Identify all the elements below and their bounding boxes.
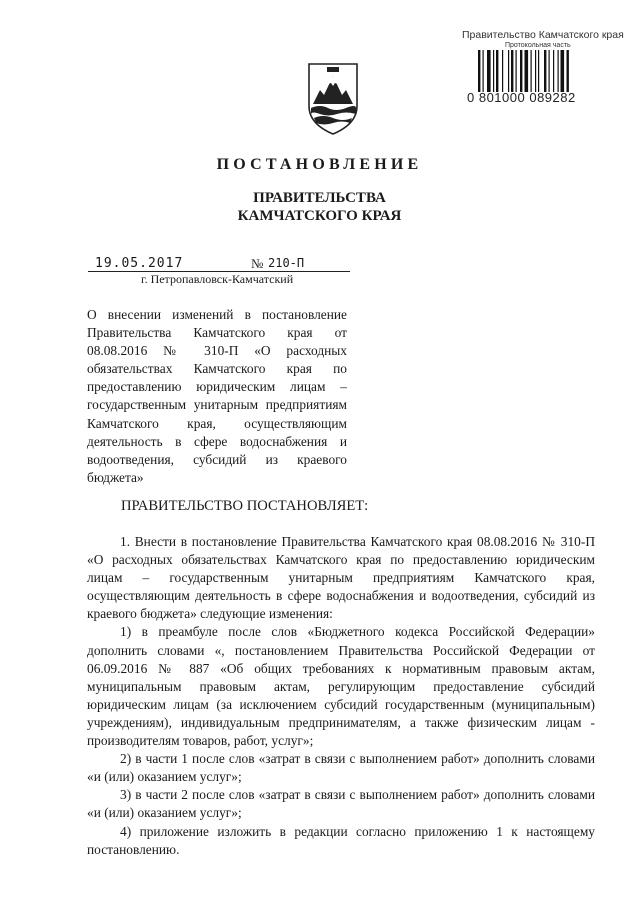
stamp-part: Протокольная часть bbox=[505, 42, 571, 49]
paragraph: 4) приложение изложить в редакции согласно приложению 1 к настоящему постановлению. bbox=[87, 823, 595, 857]
coat-of-arms-icon bbox=[306, 62, 360, 136]
paragraph: 1. Внести в постановление Правительства Камчатского края 08.08.2016 № 310-П «О расходных обязательствах Камчатского края по предоставлению юридическим лицам – государственным унитарным предприятиям Камчатского края, осуществляющим деятельность в сфере водоснабжения и водоотведения, субсидий из краевого бюджета» следующие изменения: bbox=[87, 534, 595, 622]
paragraph: 2) в части 1 после слов «затрат в связи с выполнением работ» дополнить словами «и (или) оказанием услуг»; bbox=[87, 751, 595, 785]
document-subject: О внесении изменений в постановление Правительства Камчатского края от 08.08.2016 № 310-П «О расходных обязательствах Камчатского края по предоставлению юридическим лицам – государственным унитарным предприятиям Камчатского края, осуществляющим деятельность в сфере водоснабжения и водоотведения, субсидий из краевого бюджета» bbox=[87, 307, 347, 485]
resolution-heading: ПРАВИТЕЛЬСТВО ПОСТАНОВЛЯЕТ: bbox=[121, 498, 369, 514]
document-date: 19.05.2017 bbox=[95, 256, 184, 271]
stamp-organization: Правительство Камчатского края bbox=[462, 29, 624, 41]
barcode bbox=[478, 50, 598, 92]
authority-line-1: ПРАВИТЕЛЬСТВА bbox=[253, 190, 386, 206]
document-number: 210-П bbox=[268, 256, 305, 270]
document-number-label: № bbox=[251, 256, 264, 271]
city: г. Петропавловск-Камчатский bbox=[141, 272, 294, 286]
barcode-digits: 0 801000 089282 bbox=[467, 90, 576, 105]
document-body bbox=[87, 533, 595, 859]
paragraph: 1) в преамбуле после слов «Бюджетного кодекса Российской Федерации» дополнить словами «, постановлением Правительства Российской Федерации от 06.09.2016 № 887 «Об общих требованиях к нормативным правовым актам, муниципальным правовым актам, регулирующим предоставление субсидий юридическим лицам (за исключением субсидий государственным (муниципальным) учреждениям), индивидуальным предпринимателям, а также физическим лицам - производителям товаров, работ, услуг»; bbox=[87, 624, 595, 749]
paragraph: 3) в части 2 после слов «затрат в связи с выполнением работ» дополнить словами «и (или) оказанием услуг»; bbox=[87, 787, 595, 821]
authority-line-2: КАМЧАТСКОГО КРАЯ bbox=[237, 208, 402, 224]
document-type-title: ПОСТАНОВЛЕНИЕ bbox=[216, 156, 423, 173]
